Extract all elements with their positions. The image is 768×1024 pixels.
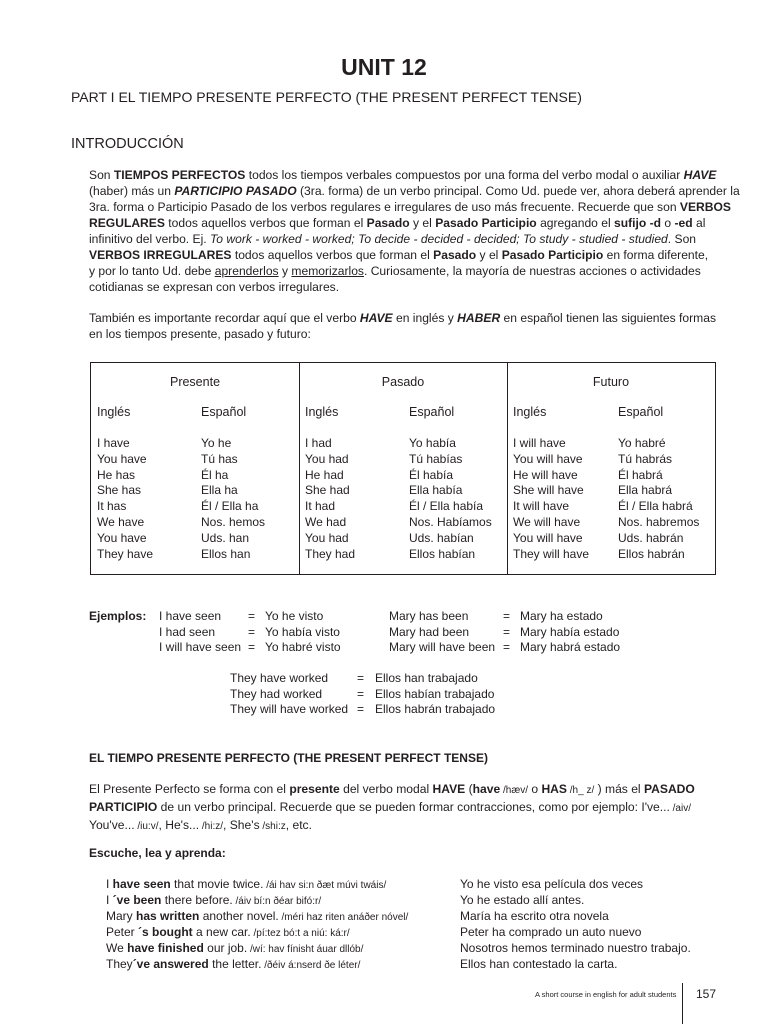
intro-line-5: infinitivo del verbo. Ej. To work - worked - worked; To decide - decided - decided; To study - studied - studied. Son bbox=[89, 232, 697, 246]
list-item: Mary habrá estado bbox=[520, 640, 621, 655]
sentence-spanish: Ellos han contestado la carta. bbox=[460, 957, 618, 971]
list-item: Ellos habrán trabajado bbox=[375, 702, 496, 717]
intro-paragraph bbox=[89, 167, 740, 295]
unit-title: UNIT 12 bbox=[341, 54, 427, 80]
list-item: They had bbox=[305, 546, 356, 561]
sentence-text: Peter bbox=[106, 925, 139, 939]
present-perfect-paragraph bbox=[89, 781, 717, 835]
list-item: Mary ha estado bbox=[520, 609, 603, 623]
list-item: You had bbox=[305, 530, 349, 545]
phonetic-transcription: /méri haz riten anáðer nóvel/ bbox=[278, 912, 409, 923]
intro-line-8: cotidianas se expresan con verbos irregulares. bbox=[89, 280, 340, 294]
listen-heading: Escuche, lea y aprenda: bbox=[89, 846, 226, 860]
table-english-column bbox=[97, 436, 153, 562]
list-item: We will have bbox=[513, 514, 581, 529]
list-item: Él / Ella había bbox=[409, 499, 484, 514]
pp-line-1: El Presente Perfecto se forma con el presente del verbo modal HAVE (have /hæv/ o HAS /h_ z/ ) más el PASADO bbox=[89, 782, 695, 796]
list-item: Yo habré visto bbox=[265, 640, 341, 655]
phonetic-transcription: /ái hav si:n ðæt múvi twáis/ bbox=[263, 880, 387, 891]
list-item: You will have bbox=[513, 530, 583, 545]
have-intro-line-2: en los tiempos presente, pasado y futuro: bbox=[89, 327, 311, 341]
list-item: Mary will have been bbox=[389, 640, 496, 655]
table-column-header: Inglés bbox=[305, 405, 339, 419]
list-item: Ellos han bbox=[201, 546, 251, 561]
list-item: Mary has been bbox=[389, 609, 469, 623]
list-item: You have bbox=[97, 530, 147, 545]
phonetic-transcription: /wí: hav fínisht áuar dllób/ bbox=[247, 944, 364, 955]
sentence-text: the letter. bbox=[208, 957, 262, 971]
list-item: Nos. hemos bbox=[201, 514, 266, 529]
list-item: Él / Ella habrá bbox=[618, 499, 693, 514]
intro-line-7: y por lo tanto Ud. debe aprenderlos y memorizarlos. Curiosamente, la mayoría de nuestras acciones o actividades bbox=[89, 264, 701, 278]
sentence-text: another novel. bbox=[199, 909, 279, 923]
list-item: He has bbox=[97, 467, 136, 482]
list-item: Él había bbox=[409, 467, 454, 482]
list-item: They will have worked bbox=[230, 702, 349, 717]
list-item: Él habrá bbox=[618, 467, 663, 482]
list-item: Mary had been bbox=[389, 624, 470, 639]
verb-phrase: ´ve been bbox=[112, 893, 162, 907]
list-item: I will have seen bbox=[159, 640, 242, 655]
list-item: They have bbox=[97, 546, 154, 561]
table-column-header: Español bbox=[409, 405, 455, 419]
list-item: Yo había visto bbox=[265, 624, 340, 639]
list-item: Él / Ella ha bbox=[201, 499, 259, 514]
intro-heading: INTRODUCCIÓN bbox=[71, 136, 184, 152]
equals-sign: = bbox=[248, 609, 256, 623]
list-item: Yo había bbox=[409, 436, 456, 450]
list-item: Tú has bbox=[201, 451, 238, 466]
intro-line-1: Son TIEMPOS PERFECTOS todos los tiempos verbales compuestos por una forma del verbo modal o auxiliar HAVE bbox=[89, 168, 717, 182]
list-item: He will have bbox=[513, 467, 578, 482]
phonetic-transcription: /áiv bí:n ðéar bifó:r/ bbox=[232, 896, 322, 907]
list-item: She had bbox=[305, 483, 350, 498]
equals-sign: = bbox=[503, 624, 511, 639]
examples-col2-spanish bbox=[520, 609, 620, 656]
sentence-text: Mary bbox=[106, 909, 136, 923]
sentence-spanish: María ha escrito otra novela bbox=[460, 909, 609, 923]
examples-col1-english bbox=[159, 609, 241, 656]
list-item: Uds. habrán bbox=[618, 530, 684, 545]
footer-text: A short course in english for adult students bbox=[535, 990, 677, 999]
examples-col2-english bbox=[389, 609, 495, 656]
examples-col3-spanish bbox=[375, 671, 495, 718]
table-column-header: Inglés bbox=[97, 405, 131, 419]
pp-line-2: PARTICIPIO de un verbo principal. Recuerde que se pueden formar contracciones, como por ejemplo: I've... /aiv/ bbox=[89, 800, 691, 814]
phonetic-transcription: /pí:tez bó:t a niú: ká:r/ bbox=[250, 928, 350, 939]
list-item: She has bbox=[97, 483, 142, 498]
examples-col2-equals bbox=[503, 609, 510, 656]
sentence-spanish: Yo he estado allí antes. bbox=[460, 893, 585, 907]
table-spanish-column bbox=[409, 436, 492, 562]
examples-label: Ejemplos: bbox=[89, 609, 147, 623]
list-item: Nos. habremos bbox=[618, 514, 700, 529]
sentence-spanish: Nosotros hemos terminado nuestro trabajo. bbox=[460, 941, 691, 955]
list-item: Mary había estado bbox=[520, 624, 620, 639]
footer-divider bbox=[682, 983, 683, 1024]
verb-phrase: has written bbox=[136, 909, 200, 923]
list-item: He had bbox=[305, 467, 344, 482]
table-english-column bbox=[305, 436, 355, 562]
sentence-text: We bbox=[106, 941, 128, 955]
phonetic-transcription: /ðéiv á:nserd ðe léter/ bbox=[261, 960, 361, 971]
table-spanish-column bbox=[618, 436, 699, 562]
conjugation-table bbox=[90, 362, 716, 575]
list-item: Ellos habrán bbox=[618, 546, 685, 561]
section-heading: EL TIEMPO PRESENTE PERFECTO (THE PRESENT PERFECT TENSE) bbox=[89, 751, 488, 765]
verb-phrase: have finished bbox=[127, 941, 204, 955]
page-number: 157 bbox=[696, 987, 717, 1001]
intro-line-3: 3ra. forma o Participio Pasado de los verbos regulares e irregulares de uso más frecuente. Recuerde que son VERBOS bbox=[89, 200, 731, 214]
list-item: Ella ha bbox=[201, 483, 238, 498]
list-item: We had bbox=[305, 514, 347, 529]
table-column-header: Español bbox=[618, 405, 664, 419]
equals-sign: = bbox=[503, 609, 511, 623]
list-item: I will have bbox=[513, 436, 566, 450]
list-item: Tú habías bbox=[409, 451, 463, 466]
pp-line-3: You've... /iu:v/, He's... /hi:z/, She's /shi:z, etc. bbox=[89, 818, 312, 832]
list-item: They had worked bbox=[230, 686, 323, 701]
intro-line-2: (haber) más un PARTICIPIO PASADO (3ra. forma) de un verbo principal. Como Ud. puede ver, ahora deberá aprender la bbox=[89, 184, 740, 198]
intro-line-6: VERBOS IRREGULARES todos aquellos verbos que forman el Pasado y el Pasado Participio en forma diferente, bbox=[89, 248, 709, 262]
list-item: Yo he bbox=[201, 436, 232, 450]
list-item: Ellos han trabajado bbox=[375, 671, 478, 685]
equals-sign: = bbox=[248, 640, 256, 655]
list-item: I had bbox=[305, 436, 332, 450]
table-group-title: Pasado bbox=[381, 375, 425, 389]
list-item: Uds. han bbox=[201, 530, 250, 545]
sentence-text: They bbox=[106, 957, 133, 971]
list-item: We have bbox=[97, 514, 145, 529]
verb-phrase: ´ve answered bbox=[132, 957, 209, 971]
list-item: Nos. Habíamos bbox=[409, 514, 492, 529]
sentence-text: our job. bbox=[203, 941, 248, 955]
table-group-title: Presente bbox=[169, 375, 221, 389]
verb-phrase: have seen bbox=[112, 877, 171, 891]
sentence-english bbox=[106, 956, 360, 974]
sentence-text: I bbox=[106, 877, 113, 891]
list-item: You will have bbox=[513, 451, 583, 466]
equals-sign: = bbox=[357, 702, 365, 717]
list-item: Yo habré bbox=[618, 436, 666, 450]
list-item: Ella habrá bbox=[618, 483, 673, 498]
table-group-title: Futuro bbox=[592, 375, 630, 389]
sentence-text: a new car. bbox=[192, 925, 251, 939]
equals-sign: = bbox=[248, 624, 256, 639]
have-intro-paragraph bbox=[89, 310, 717, 342]
examples-col1-spanish bbox=[265, 609, 341, 656]
list-item: It has bbox=[97, 499, 127, 514]
table-column-header: Inglés bbox=[513, 405, 547, 419]
table-divider bbox=[507, 363, 508, 574]
list-item: It had bbox=[305, 499, 336, 514]
list-item: I have bbox=[97, 436, 130, 450]
sentence-text: there before. bbox=[161, 893, 233, 907]
table-english-column bbox=[513, 436, 589, 562]
examples-col1-equals bbox=[248, 609, 255, 656]
have-intro-line-1: También es importante recordar aquí que el verbo HAVE en inglés y HABER en español tienen las siguientes formas bbox=[89, 311, 716, 325]
sentence-text: that movie twice. bbox=[170, 877, 264, 891]
list-item: You had bbox=[305, 451, 349, 466]
examples-col3-equals bbox=[357, 671, 364, 718]
sentence-spanish: Peter ha comprado un auto nuevo bbox=[460, 925, 642, 939]
list-item: Ella había bbox=[409, 483, 463, 498]
table-spanish-column bbox=[201, 436, 265, 562]
list-item: You have bbox=[97, 451, 147, 466]
list-item: They have worked bbox=[230, 671, 329, 685]
list-item: Tú habrás bbox=[618, 451, 673, 466]
intro-line-4: REGULARES todos aquellos verbos que forman el Pasado y el Pasado Participio agregando el sufijo -d o -ed al bbox=[89, 216, 706, 230]
verb-phrase: ´s bought bbox=[138, 925, 193, 939]
list-item: I had seen bbox=[159, 624, 216, 639]
list-item: Uds. habían bbox=[409, 530, 474, 545]
list-item: They will have bbox=[513, 546, 590, 561]
list-item: Ellos habían bbox=[409, 546, 476, 561]
table-column-header: Español bbox=[201, 405, 247, 419]
list-item: Ellos habían trabajado bbox=[375, 686, 495, 701]
list-item: She will have bbox=[513, 483, 584, 498]
sentence-text: I bbox=[106, 893, 113, 907]
equals-sign: = bbox=[503, 640, 511, 655]
examples-col3-english bbox=[230, 671, 348, 718]
sentence-spanish: Yo he visto esa película dos veces bbox=[460, 877, 644, 891]
equals-sign: = bbox=[357, 671, 365, 685]
table-divider bbox=[299, 363, 300, 574]
equals-sign: = bbox=[357, 686, 365, 701]
list-item: I have seen bbox=[159, 609, 222, 623]
list-item: Él ha bbox=[201, 467, 229, 482]
list-item: It will have bbox=[513, 499, 570, 514]
list-item: Yo he visto bbox=[265, 609, 324, 623]
part-title: PART I EL TIEMPO PRESENTE PERFECTO (THE PRESENT PERFECT TENSE) bbox=[71, 89, 582, 105]
